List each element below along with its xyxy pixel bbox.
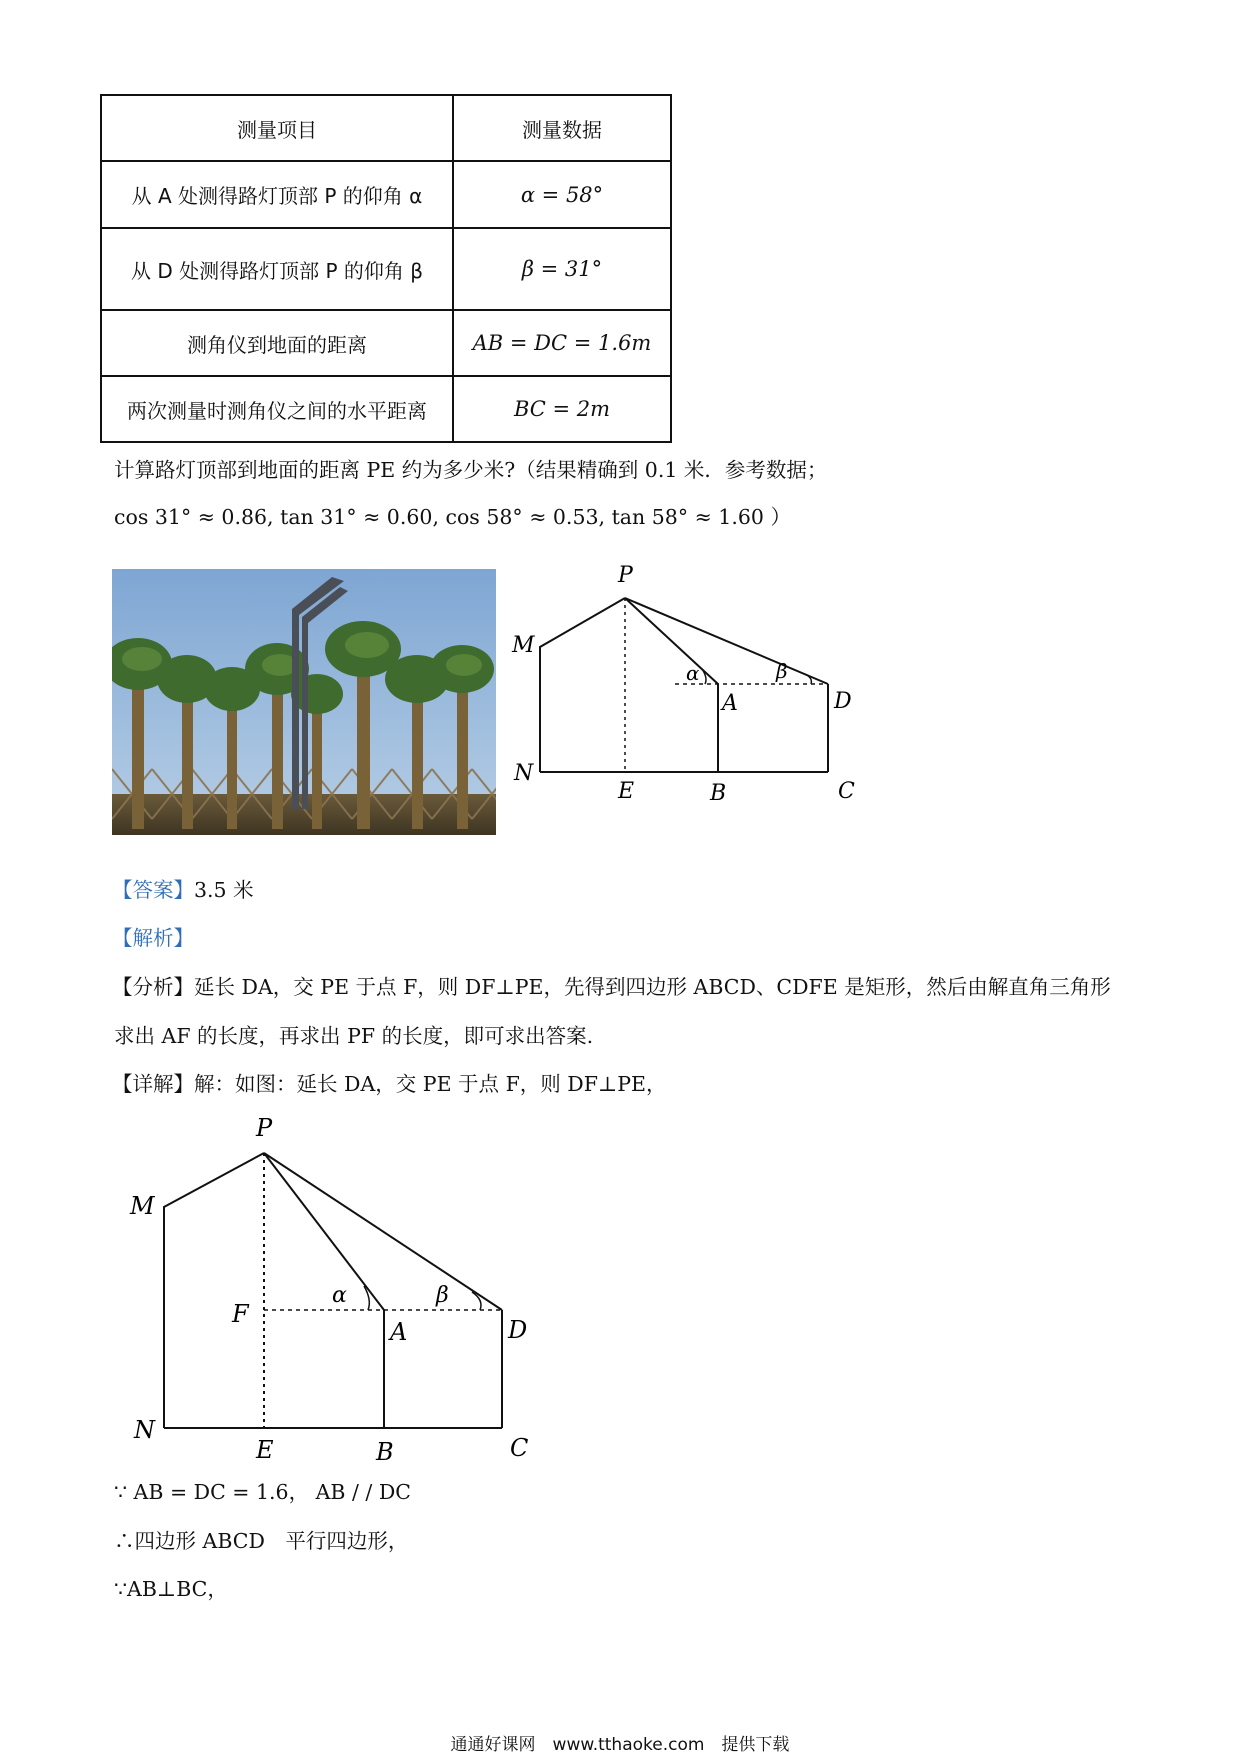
label-M: M <box>512 633 535 658</box>
table-header-data: 测量数据 <box>453 95 671 161</box>
label-F: F <box>232 1300 249 1328</box>
xiangjie-line <box>112 1074 667 1095</box>
xiangjie-text: 解：如图：延长 DA，交 PE 于点 F，则 DF⊥PE， <box>194 1072 667 1096</box>
street-lamp-photo <box>112 569 496 835</box>
fenxi-text-1: 延长 DA，交 PE 于点 F，则 DF⊥PE，先得到四边形 ABCD、CDFE 是矩形，然后由解直角三角形 <box>194 975 1111 999</box>
question-line-2: cos 31° ≈ 0.86, tan 31° ≈ 0.60, cos 58° ≈ 0.53, tan 58° ≈ 1.60 ） <box>114 505 791 529</box>
table-row-item: 测角仪到地面的距离 <box>101 310 453 376</box>
label-P: P <box>618 563 633 588</box>
label-beta: β <box>436 1283 449 1308</box>
label-D: D <box>834 689 852 714</box>
table-row-item: 从 D 处测得路灯顶部 P 的仰角 β <box>101 228 453 310</box>
table-header-item: 测量项目 <box>101 95 453 161</box>
measurement-table <box>100 94 672 443</box>
label-M: M <box>130 1192 155 1220</box>
label-C: C <box>510 1434 529 1460</box>
table-row-value: α = 58° <box>453 161 671 228</box>
fenxi-line-2: 求出 AF 的长度，再求出 PF 的长度，即可求出答案. <box>114 1024 594 1048</box>
fenxi-label: 【分析】 <box>112 975 194 999</box>
table-row-value: BC = 2m <box>453 376 671 442</box>
label-B: B <box>710 781 727 806</box>
table-row-value: β = 31° <box>453 228 671 310</box>
fenxi-line-1 <box>112 977 1111 998</box>
question-line-1: 计算路灯顶部到地面的距离 PE 约为多少米?（结果精确到 0.1 米．参考数据； <box>114 458 828 482</box>
label-N: N <box>514 761 534 786</box>
answer-line <box>112 880 254 901</box>
label-E: E <box>256 1436 274 1460</box>
table-row-item: 两次测量时测角仪之间的水平距离 <box>101 376 453 442</box>
label-A: A <box>390 1318 408 1346</box>
label-beta: β <box>776 659 788 683</box>
label-alpha: α <box>332 1283 347 1308</box>
step-line: ∴四边形 ABCD 平行四边形， <box>114 1529 409 1553</box>
label-N: N <box>134 1416 155 1444</box>
geometry-figure-1 <box>500 560 860 860</box>
analysis-label: 【解析】 <box>112 926 194 950</box>
label-E: E <box>618 779 635 804</box>
answer-value: 3.5 米 <box>194 878 254 902</box>
table-row-value: AB = DC = 1.6m <box>453 310 671 376</box>
label-A: A <box>722 691 738 716</box>
table-row-item: 从 A 处测得路灯顶部 P 的仰角 α <box>101 161 453 228</box>
label-D: D <box>508 1316 528 1344</box>
geometry-figure-2 <box>120 1110 540 1460</box>
label-P: P <box>256 1114 273 1142</box>
step-line: ∵ AB = DC = 1.6， AB / / DC <box>114 1480 411 1504</box>
answer-label: 【答案】 <box>112 878 194 902</box>
label-B: B <box>376 1438 394 1460</box>
label-C: C <box>838 779 855 804</box>
label-alpha: α <box>686 661 700 685</box>
xiangjie-label: 【详解】 <box>112 1072 194 1096</box>
page-footer: 通通好课网 www.tthaoke.com 提供下载 <box>450 1735 790 1755</box>
step-line: ∵AB⊥BC， <box>114 1577 228 1601</box>
